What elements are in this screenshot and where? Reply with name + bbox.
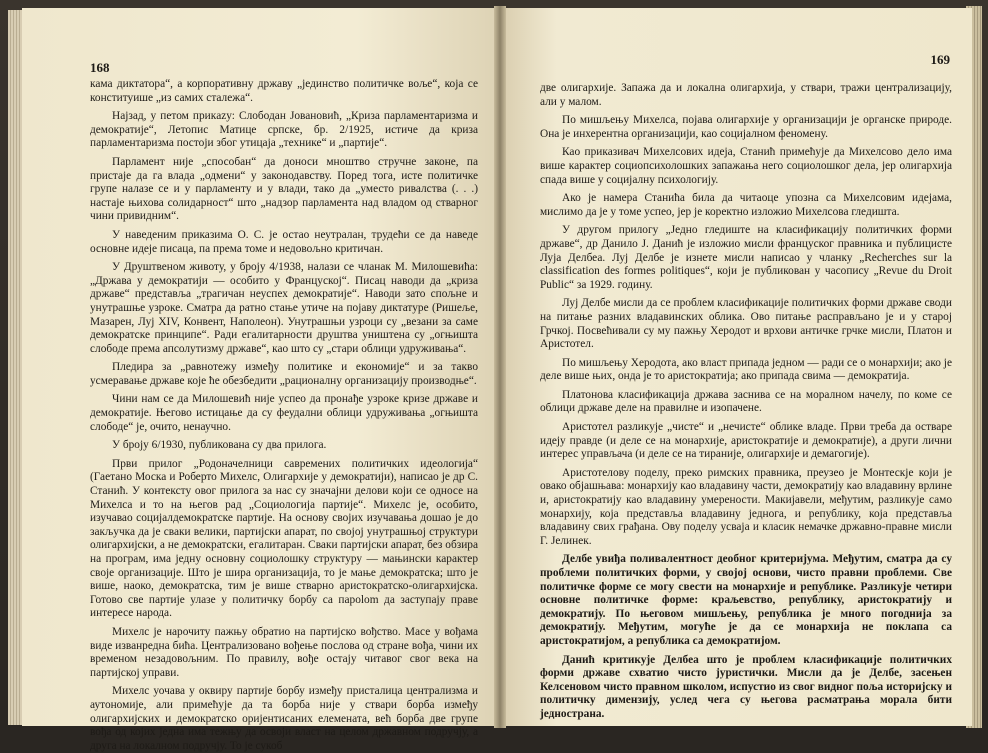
left-page [22, 8, 500, 752]
paragraph: У Друштвеном животу, у броју 4/1938, налази се чланак М. Милошевића: „Држава у демократији — особито у Француској“. Писац наводи да „криза државе“ представља „трагичан неуспех демократије“. Наводи зато спољне и унутрашње узроке. Сматра да ратно стање утиче на појаву диктатуре (Ришеље, Мазарен, Луј XIV, Конвент, Наполеон). Унутрашњи узроци су „везани за саме демократске принципе“. Ради егалитарности друштва уништена су „огњишта слободе према апсолутизму државе“, као што су „стари облици удруживања“. [90, 261, 478, 355]
paragraph: Најзад, у петом прикazу: Слободан Јовановић, „Криза парламентаризма и демократије“, Летопис Матице српске, бр. 2/1925, истиче да криза парламентаризма постоји због утицаја „технике“ и „партије“. [90, 110, 478, 150]
paragraph: кама диктатора“, а корпоративну државу „јединство политичке воље“, која се конституише „из самих сталежа“. [90, 78, 478, 104]
paragraph: Данић критикује Делбеа што је проблем класификације политичких форми државе схватио чисто јуристички. Мисли да је Делбе, засењен Келсеновом чисто правном школом, испустио из свог видног поља историјску и политичку димензију, услед чега су његова расматрања морала бити једнострана. [540, 653, 952, 720]
paragraph: Платонова класификација држава заснива се на моралном начелу, по коме се облици државе деле на правилне и изопачене. [540, 388, 952, 415]
book-gutter [494, 6, 506, 728]
paragraph: Аристотелову поделу, преко римских правника, преузео је Монтескје који је овако објашњава: монархију као владавину части, демократију као владавину врлине и, аристократију као владавину умерености. Макијавели, међутим, разликује само монархију, која представља владавину једнога, и републику, која представља владавину свих грађана. Ову поделу усваја и класик немачке државно-правне мисли Г. Јелинек. [540, 466, 952, 547]
paragraph: Чини нам се да Милошевић није успео да пронађе узроке кризе државе и демократије. Његово истицање да су феудални облици удруживања „огњишта слободе“ је, очито, ненаучно. [90, 393, 478, 433]
page-number-right: 169 [930, 52, 950, 67]
paragraph: две олигархије. Запажа да и локална олигархија, у ствари, тражи централизацију, али у малом. [540, 82, 952, 108]
paragraph: Луј Делбе мисли да се проблем класификације политичких форми државе своди на питање разних владавинских облика. Ово питање расправљано је и у старој Грчкој. Посвећивали су му пажњу Херодот и врхови античке грчке мисли, Платон и Аристотел. [540, 297, 952, 351]
left-page-text [90, 78, 478, 753]
page-number-left: 168 [90, 60, 110, 75]
paragraph: По мишљењу Херодота, ако власт припада једном — ради се о монархији; ако је деле више њих, онда је то аристократија; ако припада свима — демократија. [540, 356, 952, 383]
paragraph: У другом прилогу „Једно гледиште на класификацију политичких форми државе“, др Данило Ј. Данић је изложио мисли француског правника и публицисте Луја Делбеа. Луј Делбе је изнете мисли написао у чланку „Recherches sur la classification des formes politiques“, који је публикован у часопису „Revue du Droit Public“ за 1929. годину. [540, 224, 952, 291]
paragraph: Као приказивач Михелсових идеја, Станић примећује да Михелсово дело има више карактер социопсихолошких запажања него социолошког дела, јер олигархија спада више у социјалну психологију. [540, 146, 952, 186]
paragraph: Ако је намера Станића била да читаоце упозна са Михелсовим идејама, мислимо да је у томе успео, јер је коректно изложио Михелсова гледишта. [540, 192, 952, 218]
paragraph: Делбе увиђа поливалентност деобног критеријума. Међутим, сматра да су проблеми политичких форми, у својој основи, чисто правни проблеми. Све политичке форме се могу свести на монархије и републике. Разликује четири основне политичке форме: краљевство, републику, аристократију и демократију. По његовом мишљењу, република је много погоднија за демократију. Међутим, могуће је да се монархија не поклапа са аристократијом, а република са демократијом. [540, 553, 952, 647]
paragraph: Аристотел разликује „чисте“ и „нечисте“ облике владе. Први треба да остваре идеју правде (и деле се на монархије, аристократије и демократије), а други лични интерес управљача (и деле се на тираније, олигархије и демагогије). [540, 421, 952, 461]
paragraph: Први прилог „Родоначелници савремених политичких идеологија“ (Гаетано Моска и Роберто Михелс, Олигархије у демократији), написао је др С. Станић. У контексту овог прилога за нас су значајни делови који се односе на Михелса и то на његов рад „Социологија партије“. Михелс је, особито, изучавао социјалдемократске партије. На основу својих изучавања дошао је до закључка да је сваки велики, партијски апарат, по својој унутрашњој структури олигархијски, а не демократски, егалитаран. Сваки партијски апарат, без обзира на програм, има једну основну социолошку структуру — мањински карактер своје организације. Што је шира организација, то је мање демократска; што је више, наоко, демократска, тим је више стварно аристократско-олигархијска. Готово све партије улазе у политичку борбу са пароlom да заступају праве интересе народа. [90, 457, 478, 620]
paragraph: Михелс је нарочиту пажњу обратио на партијско вођство. Масе у вођама виде изванредна бића. Централизовано вођење послова од стране вођа, чини их временом незадовољним. По правилу, вође остају читавог свог века на партијској управи. [90, 625, 478, 679]
paragraph: Парламент није „способан“ да доноси мноштво стручне законе, па пристаје да га влада „одмени“ у законодавству. Поред тога, исте политичке групе налазе се и у парламенту и у влади, тако да „уместо ривалства (. . .) настаје њихова солидарност“ што „надзор парламента над владом од стварног чини привидним“. [90, 155, 478, 223]
paragraph: У наведеним приказима О. С. је остао неутралан, трудећи се да наведе основне идеје писаца, па према томе и недовољно критичан. [90, 228, 478, 255]
right-page-text [540, 82, 952, 722]
right-page [500, 8, 972, 726]
paragraph: Михелс уочава у оквиру партије борбу између присталица централизма и аутономије, али примећује да та борба није у ствари борба између олигархијских и демократско оријентисаних елемената, већ борба две групе вођа од којих једна има тежњу да освоји власт на целом државном подручју, а друга на локалном подручју. То је сукоб [90, 685, 478, 752]
paragraph: По мишљењу Михелса, појава олигархије у организацији је органске природе. Она је инхерентна организацији, као социјалном феномену. [540, 114, 952, 140]
paragraph: У броју 6/1930, публикована су два прилога. [112, 439, 327, 452]
paragraph: Пледира за „равнотежу између политике и економије“ и за такво усмеравање државе које ће обезбедити „рационалну организацију производње“. [90, 361, 478, 387]
